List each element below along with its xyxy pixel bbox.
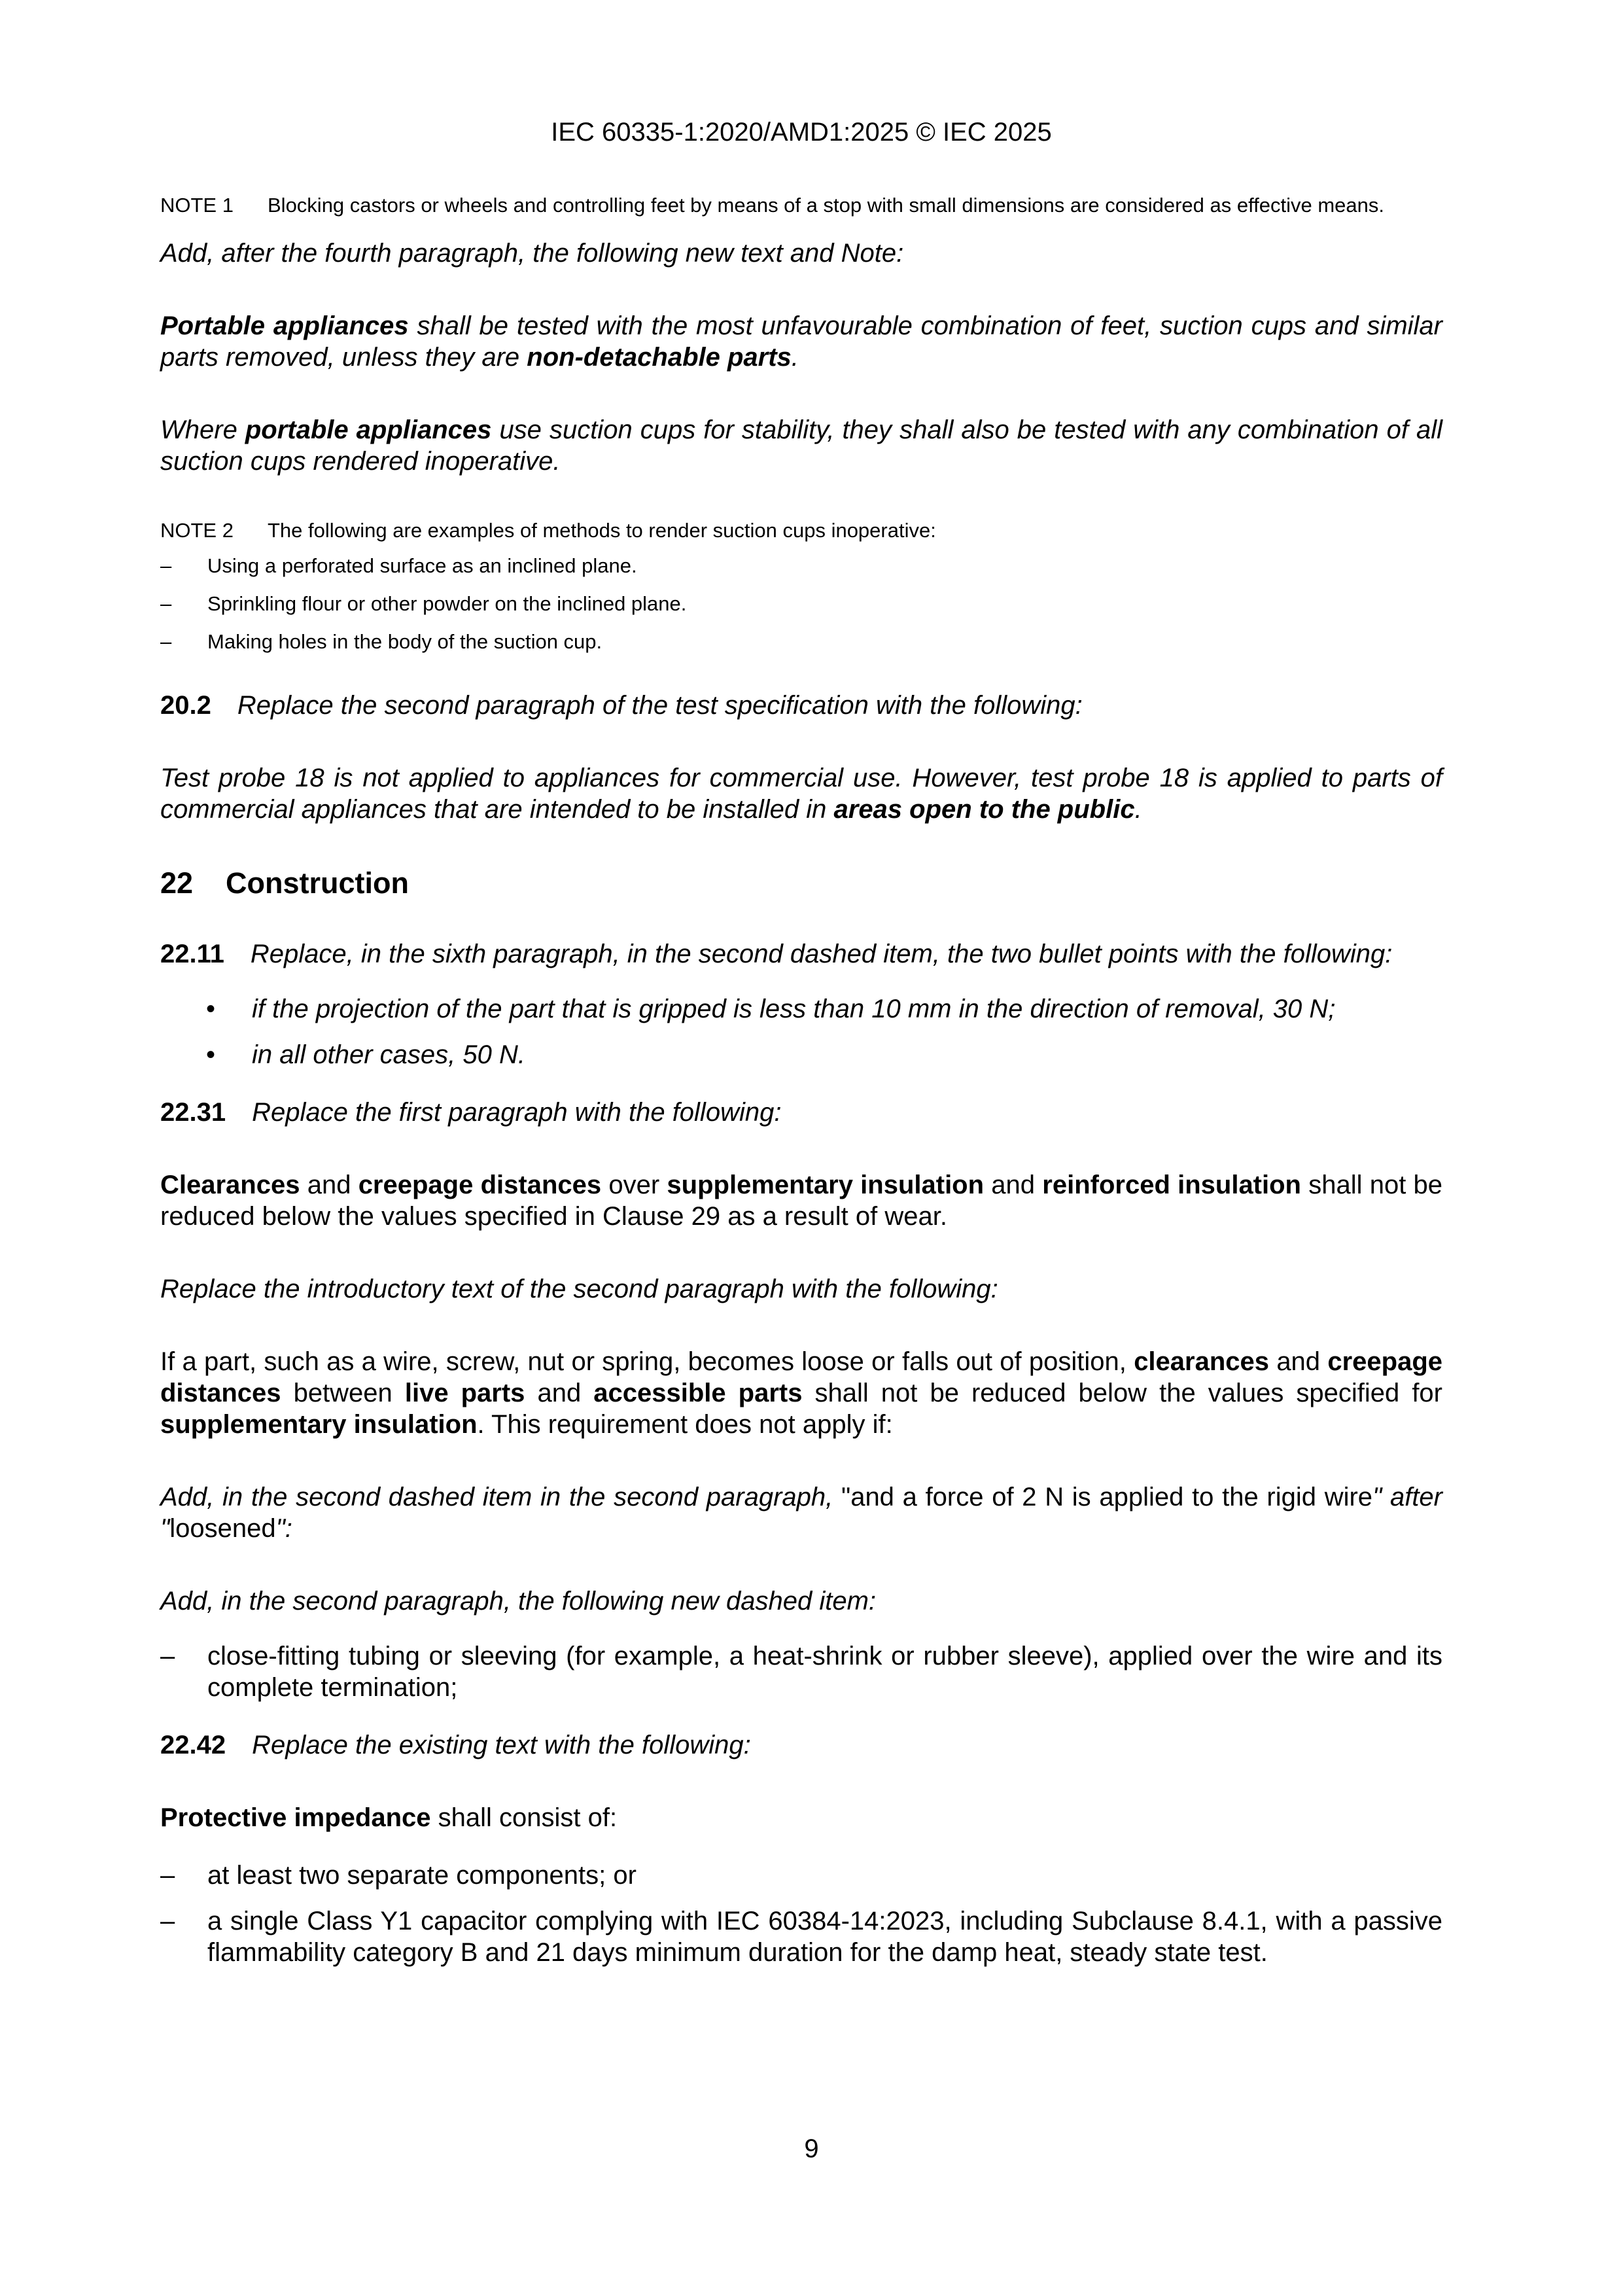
clause-number: 22.42 (160, 1731, 226, 1759)
list-item: – Making holes in the body of the suction cup. (160, 629, 1442, 654)
list-item: • if the projection of the part that is gripped is less than 10 mm in the direction of removal, 30 N; (160, 993, 1442, 1025)
section-title: Construction (226, 866, 409, 900)
list-item: • in all other cases, 50 N. (160, 1039, 1442, 1070)
clause-20-2: 20.2 Replace the second paragraph of the test specification with the following: (160, 691, 1083, 720)
protective-impedance-list (160, 1860, 1442, 1968)
section-number: 22 (160, 866, 194, 900)
note-1-label: NOTE 1 (160, 194, 234, 217)
list-item: – Using a perforated surface as an inclined plane. (160, 554, 1442, 578)
instruction-add-dashed: Add, in the second paragraph, the following new dashed item: (160, 1587, 877, 1616)
note-1 (160, 193, 1442, 218)
list-item: – Sprinkling flour or other powder on the inclined plane. (160, 592, 1442, 616)
note-2-label: NOTE 2 (160, 519, 234, 542)
instruction-add-fourth: Add, after the fourth paragraph, the following new text and Note: (160, 239, 904, 268)
protective-impedance-paragraph: Protective impedance shall consist of: (160, 1803, 618, 1832)
clause-22-42: 22.42 Replace the existing text with the following: (160, 1731, 751, 1759)
suction-cups-paragraph: Where portable appliances use suction cups for stability, they shall also be tested with any combination of all suction cups rendered inoperative. (160, 415, 1442, 476)
clearances-paragraph: Clearances and creepage distances over supplementary insulation and reinforced insulation shall not be reduced below the values specified in Clause 29 as a result of wear. (160, 1171, 1443, 1231)
page-number: 9 (804, 2134, 819, 2163)
clause-22-11-bullets (160, 993, 1442, 1070)
page-header: IEC 60335-1:2020/AMD1:2025 © IEC 2025 (551, 118, 1052, 147)
note-2-text: The following are examples of methods to render suction cups inoperative: (268, 519, 936, 542)
clause-22-11: 22.11 Replace, in the sixth paragraph, in the second dashed item, the two bullet points with the following: (160, 940, 1393, 968)
note-2 (160, 518, 1442, 543)
clause-number: 22.31 (160, 1098, 226, 1127)
portable-appliances-paragraph: Portable appliances shall be tested with the most unfavourable combination of feet, suction cups and similar parts removed, unless they are non-detachable parts. (160, 311, 1442, 372)
list-item: – a single Class Y1 capacitor complying with IEC 60384-14:2023, including Subclause 8.4.1, with a passive flammability category B and 21 days minimum duration for the damp heat, steady state test. (160, 1905, 1442, 1968)
instruction-add-force: Add, in the second dashed item in the second paragraph, "and a force of 2 N is applied to the rigid wire" after "loosened": (160, 1483, 1442, 1543)
test-probe-paragraph: Test probe 18 is not applied to appliances for commercial use. However, test probe 18 is applied to parts of commercial appliances that are intended to be installed in areas open to the public. (160, 764, 1442, 824)
clause-22-31: 22.31 Replace the first paragraph with the following: (160, 1098, 782, 1127)
section-heading-22 (160, 866, 1442, 900)
note-2-list (160, 554, 1442, 654)
note-1-text: Blocking castors or wheels and controlling feet by means of a stop with small dimensions are considered as effective means. (268, 194, 1385, 217)
instruction-replace-intro: Replace the introductory text of the second paragraph with the following: (160, 1275, 998, 1303)
new-dashed-item-list (160, 1640, 1442, 1703)
document-page (160, 118, 1442, 1994)
clause-number: 22.11 (160, 940, 224, 968)
loose-part-paragraph: If a part, such as a wire, screw, nut or spring, becomes loose or falls out of position, clearances and creepage distances between live parts and accessible parts shall not be reduced below the values specified for supplementary insulation. This requirement does not apply if: (160, 1347, 1443, 1439)
list-item: – close-fitting tubing or sleeving (for example, a heat-shrink or rubber sleeve), applied over the wire and its complete termination; (160, 1640, 1442, 1703)
clause-number: 20.2 (160, 691, 211, 720)
list-item: – at least two separate components; or (160, 1860, 1442, 1891)
